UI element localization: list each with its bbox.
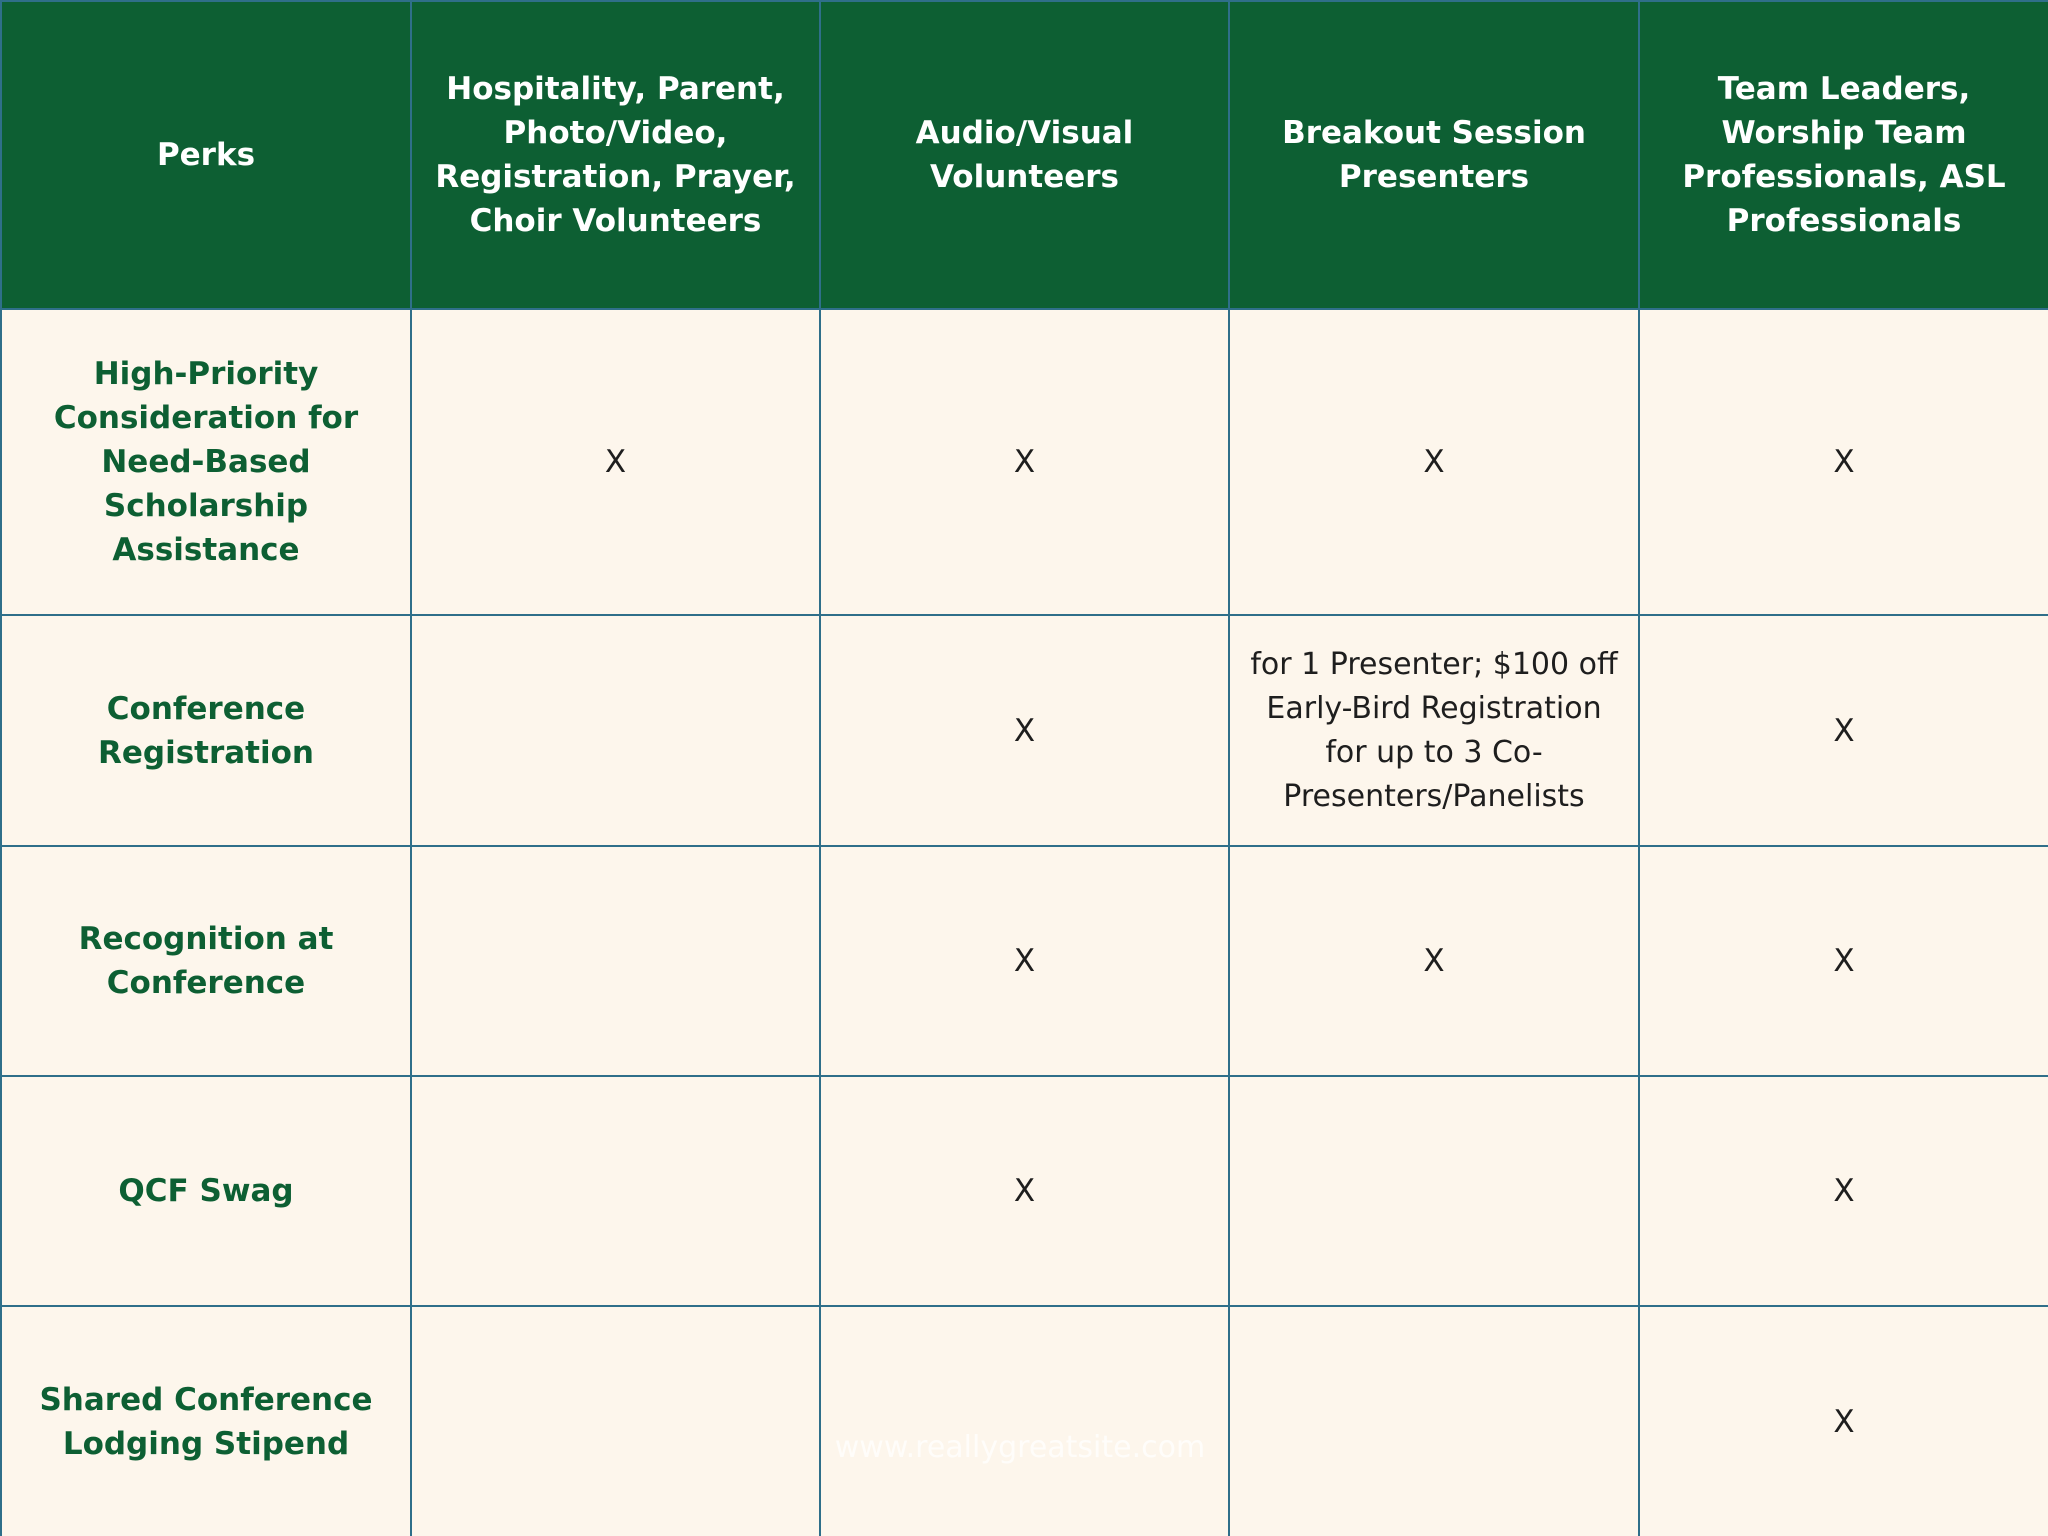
table-cell: X [820,309,1229,615]
table-cell [1229,1306,1639,1536]
table-cell [1229,1076,1639,1306]
header-breakout-presenters: Breakout Session Presenters [1229,1,1639,309]
table-cell: X [820,846,1229,1076]
table-cell: X [1639,1306,2048,1536]
table-cell-note: for 1 Presenter; $100 off Early-Bird Registration for up to 3 Co-Presenters/Panelists [1229,615,1639,846]
header-av-volunteers: Audio/Visual Volunteers [820,1,1229,309]
table-cell: X [1639,1076,2048,1306]
table-cell: X [1229,309,1639,615]
table-row [1,309,2048,615]
table-cell: X [411,309,820,615]
watermark-text: www.reallygreatsite.com [834,1430,1206,1465]
table-cell: X [1639,615,2048,846]
table-row [1,615,2048,846]
perk-name: High-Priority Consideration for Need-Based Scholarship Assistance [1,309,411,615]
table-cell: X [1229,846,1639,1076]
table-cell: X [1639,846,2048,1076]
perk-name: Shared Conference Lodging Stipend [1,1306,411,1536]
table-row [1,1076,2048,1306]
table-cell: X [820,615,1229,846]
table-cell [411,1306,820,1536]
perk-name: QCF Swag [1,1076,411,1306]
table-cell [820,1306,1229,1536]
table-cell [411,1076,820,1306]
table-cell [411,846,820,1076]
header-general-volunteers: Hospitality, Parent, Photo/Video, Registration, Prayer, Choir Volunteers [411,1,820,309]
table-row [1,1306,2048,1536]
header-perks: Perks [1,1,411,309]
perk-name: Recognition at Conference [1,846,411,1076]
perk-name: Conference Registration [1,615,411,846]
table-row [1,846,2048,1076]
table-cell [411,615,820,846]
table-cell: X [1639,309,2048,615]
header-row [1,1,2048,309]
table-cell: X [820,1076,1229,1306]
header-team-leaders: Team Leaders, Worship Team Professionals, ASL Professionals [1639,1,2048,309]
